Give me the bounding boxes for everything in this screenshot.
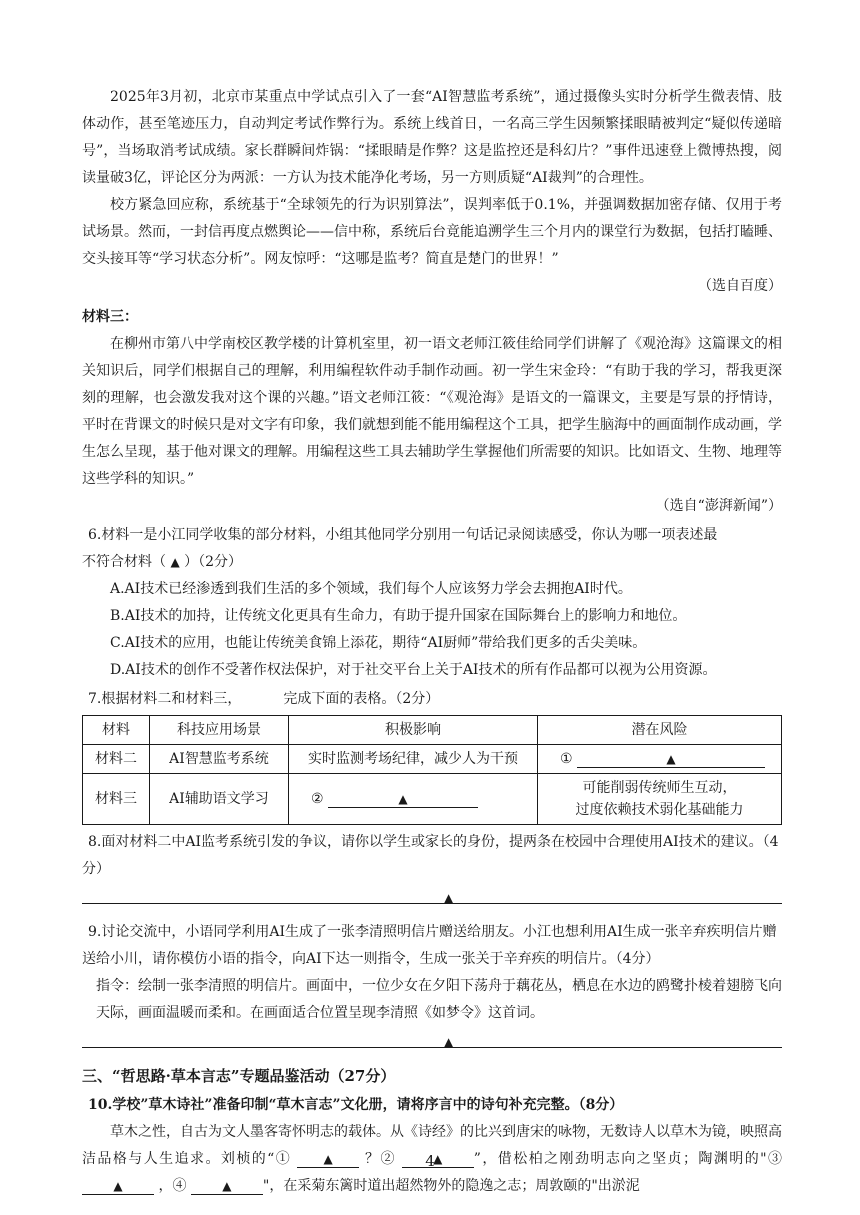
question6-stem-part-c: ）（2分） xyxy=(184,554,243,570)
question7-table xyxy=(82,715,782,825)
header-positive: 积极影响 xyxy=(289,716,538,745)
question8-answer-line[interactable] xyxy=(82,883,782,913)
row1-risk xyxy=(538,745,782,774)
material2-paragraph1: 2025年3月初，北京市某重点中学试点引入了一套“AI智慧监考系统”，通过摄像头实时分析学生微表情、肢体动作，甚至笔迹压力，自动判定考试作弊行为。系统上线首日，一名高三学生因频繁揉眼睛被判定“疑似传递暗号”，当场取消考试成绩。家长群瞬间炸锅：“揉眼睛是作弊？这是监控还是科幻片？”事件迅速登上微博热搜，阅读量破3亿，评论区分为两派：一方认为技术能净化考场，另一方则质疑“AI裁判”的合理性。 xyxy=(82,89,782,186)
question7-stem-part-b: 完成下面的表格。（2分） xyxy=(283,691,440,707)
material2-source: （选自百度） xyxy=(698,278,782,294)
page-number: 4 xyxy=(425,1152,435,1170)
header-scene: 科技应用场景 xyxy=(150,716,289,745)
table-row xyxy=(83,774,782,825)
material3-paragraph: 在柳州市第八中学南校区教学楼的计算机室里，初一语文老师江筱佳给同学们讲解了《观沧海》这篇课文的相关知识后，同学们根据自己的理解，利用编程软件动手制作动画。初一学生宋金玲：“有助于我的学习，帮我更深刻的理解，也会激发我对这个课的兴趣。”语文老师江筱：“《观沧海》是语文的一篇课文，主要是写景的抒情诗，平时在背课文的时候只是对文字有印象，我们就想到能不能用编程这个工具，把学生脑海中的画面制作成动画，学生怎么呈现，基于他对课文的理解。用编程这些工具去辅助学生掌握他们所需要的知识。比如语文、生物、地理等这些学科的知识。” xyxy=(82,336,782,487)
answer-blank-marker: ▲ xyxy=(113,1179,123,1193)
blank-number: ③ xyxy=(766,1151,783,1167)
answer-blank[interactable] xyxy=(328,791,478,808)
question7-stem xyxy=(82,686,782,713)
material2-paragraph2: 校方紧急回应称，系统基于“全球领先的行为识别算法”，误判率低于0.1%，并强调数据加密存储、仅用于考试场景。然而，一封信再度点燃舆论——信中称，系统后台竟能追溯学生三个月内的课堂行为数据，包括打瞌睡、交头接耳等“学习状态分析”。网友惊呼：“这哪是监考？简直是楚门的世界！” xyxy=(82,197,782,267)
material3-source: （选自“澎湃新闻”） xyxy=(655,498,782,514)
option-a: A.AI技术已经渗透到我们生活的多个领域，我们每个人应该努力学会去拥抱AI时代。 xyxy=(110,581,632,597)
preface-text-mid2: "，在采菊东篱时道出超然物外的隐逸之志；周敦颐的"出淤泥 xyxy=(262,1178,640,1194)
row2-positive xyxy=(289,774,538,825)
preface-text-mid1: ”，借松柏之刚劲明志向之坚贞；陶渊明的" xyxy=(473,1151,767,1167)
answer-blank-marker: ▲ xyxy=(398,792,408,806)
row2-risk-line1: 可能削弱传统师生互动， xyxy=(582,780,737,796)
section3-title: 三、“哲思路·草本言志”专题品鉴活动（27分） xyxy=(82,1067,396,1085)
blank-number: ④ xyxy=(172,1178,187,1194)
exam-page xyxy=(82,84,782,1200)
preface-question-mark: ？ xyxy=(365,1151,381,1167)
header-material: 材料 xyxy=(83,716,150,745)
row1-positive: 实时监测考场纪律，减少人为干预 xyxy=(289,745,538,774)
preface-text-start: 草木之性，自古为文人墨客寄怀明志的载体。从《诗经》的比兴到唐宋的咏物，无数诗人以草木为镜，映照高洁品格与人生追求。刘桢的“ xyxy=(82,1124,782,1167)
answer-blank-marker: ▲ xyxy=(433,1152,443,1166)
question7-stem-part-a: 7.根据材料二和材料三， xyxy=(88,691,242,707)
option-c: C.AI技术的应用，也能让传统美食锦上添花，期待“AI厨师”带给我们更多的舌尖美味。 xyxy=(110,635,647,651)
blank-number: ① xyxy=(560,751,573,767)
question6-stem-part-a: 6.材料一是小江同学收集的部分材料，小组其他同学分别用一句话记录阅读感受，你认为哪一项表述最 xyxy=(88,527,718,543)
table-row xyxy=(83,745,782,774)
answer-rule xyxy=(82,1047,782,1048)
question10-stem: 10.学校”草木诗社”准备印制“草木言志”文化册，请将序言中的诗句补充完整。（8分） xyxy=(88,1097,624,1113)
row2-material: 材料三 xyxy=(83,774,150,825)
question9-stem: 9.讨论交流中，小语同学利用AI生成了一张李清照明信片赠送给朋友。小江也想利用AI生成一张辛弃疾明信片赠送给小川，请你模仿小语的指令，向AI下达一则指令，生成一张关于辛弃疾的明信片。（4分） xyxy=(82,924,777,967)
answer-blank-marker: ▲ xyxy=(444,891,454,905)
answer-rule xyxy=(82,903,782,904)
answer-blank-marker: ▲ xyxy=(323,1152,333,1166)
option-d: D.AI技术的创作不受著作权法保护，对于社交平台上关于AI技术的所有作品都可以视为公用资源。 xyxy=(110,662,717,678)
row2-scene: AI辅助语文学习 xyxy=(150,774,289,825)
answer-blank-marker: ▲ xyxy=(666,752,676,766)
blank-number: ① xyxy=(274,1151,292,1167)
question9-answer-line[interactable] xyxy=(82,1027,782,1057)
answer-blank[interactable] xyxy=(191,1178,263,1195)
question6-stem xyxy=(82,522,782,576)
row2-risk-line2: 过度依赖技术弱化基础能力 xyxy=(575,802,744,818)
header-risk: 潜在风险 xyxy=(538,716,782,745)
blank-number: ② xyxy=(380,1151,396,1167)
blank-number: ② xyxy=(311,791,324,807)
table-header-row xyxy=(83,716,782,745)
answer-blank-marker: ▲ xyxy=(170,555,180,569)
row2-risk xyxy=(538,774,782,825)
row1-scene: AI智慧监考系统 xyxy=(150,745,289,774)
preface-comma: ， xyxy=(158,1178,173,1194)
row1-material: 材料二 xyxy=(83,745,150,774)
answer-blank-marker: ▲ xyxy=(222,1179,232,1193)
question8-stem: 8.面对材料二中AI监考系统引发的争议，请你以学生或家长的身份，提两条在校园中合理使用AI技术的建议。（4分） xyxy=(82,834,779,877)
material3-title: 材料三： xyxy=(82,309,138,325)
question6-stem-part-b: 不符合材料（ xyxy=(82,554,166,570)
option-b: B.AI技术的加持，让传统文化更具有生命力，有助于提升国家在国际舞台上的影响力和地位。 xyxy=(110,608,687,624)
answer-blank[interactable] xyxy=(577,751,765,768)
answer-blank[interactable] xyxy=(82,1178,154,1195)
question9-instruction: 指令：绘制一张李清照的明信片。画面中，一位少女在夕阳下荡舟于藕花丛，栖息在水边的鸥鹭扑棱着翅膀飞向天际，画面温暖而柔和。在画面适合位置呈现李清照《如梦令》这首词。 xyxy=(96,978,782,1021)
answer-blank-marker: ▲ xyxy=(444,1035,454,1049)
